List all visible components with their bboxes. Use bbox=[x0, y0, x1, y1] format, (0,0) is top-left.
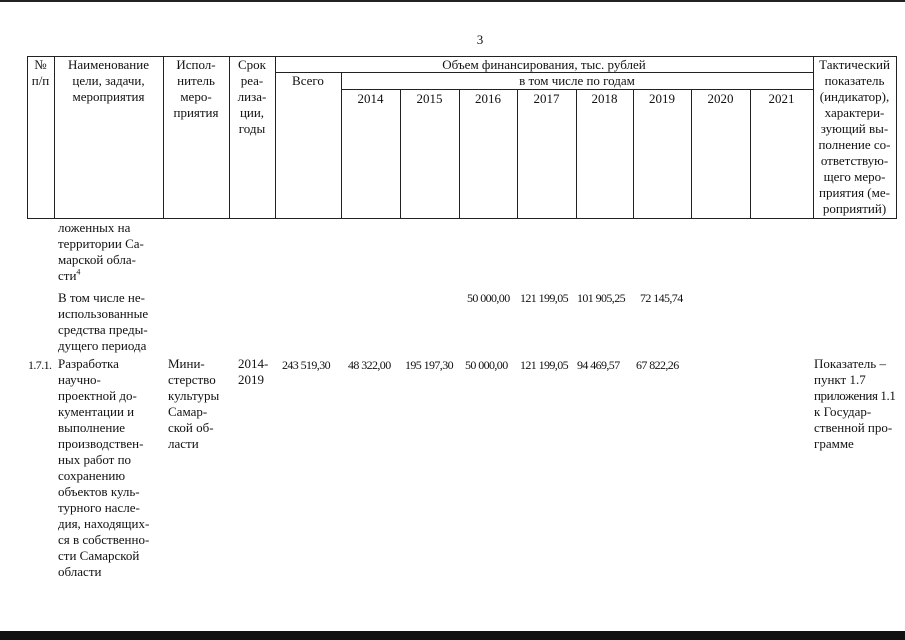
header-term: Срок реа- лиза- ции, годы bbox=[237, 57, 267, 136]
unused-funds-2017: 121 199,05 bbox=[520, 291, 569, 305]
item-name: Разработка научно- проектной до- кументации и выполнение производствен- ных работ по сохранению объектов куль- турного насле- дия, находящих- ся в собственно- сти Самарской области bbox=[58, 356, 150, 579]
page-number: 3 bbox=[476, 32, 484, 47]
item-2018: 94 469,57 bbox=[577, 358, 620, 372]
unused-funds-2016: 50 000,00 bbox=[467, 291, 510, 305]
unused-funds-2019: 72 145,74 bbox=[640, 291, 683, 305]
item-indicator: Показатель – пункт 1.7 приложения 1.1 к Государ- ственной про- грамме bbox=[814, 356, 896, 451]
item-total: 243 519,30 bbox=[282, 358, 331, 372]
item-2015: 195 197,30 bbox=[405, 358, 454, 372]
header-year-2020: 2020 bbox=[707, 91, 734, 106]
header-number: № п/п bbox=[31, 57, 50, 88]
bottom-rule bbox=[0, 631, 905, 640]
unused-funds-row-name: В том числе не- использованные средства преды- дущего периода bbox=[58, 290, 149, 353]
header-funding-title: Объем финансирования, тыс. рублей bbox=[442, 57, 646, 72]
item-2016: 50 000,00 bbox=[465, 358, 508, 372]
item-2017: 121 199,05 bbox=[520, 358, 569, 372]
header-name: Наименование цели, задачи, мероприятия bbox=[68, 57, 149, 104]
unused-funds-2018: 101 905,25 bbox=[577, 291, 626, 305]
top-rule bbox=[0, 0, 905, 2]
header-indicator: Тактический показатель (индикатор), характери- зующий вы- полнение со- ответствую- щего меро- приятия (ме- роприятий) bbox=[818, 57, 891, 216]
header-year-2021: 2021 bbox=[768, 91, 795, 106]
header-total: Всего bbox=[292, 73, 324, 88]
item-2019: 67 822,26 bbox=[636, 358, 679, 372]
header-year-2016: 2016 bbox=[475, 91, 501, 106]
footnote-mark: 4 bbox=[76, 267, 81, 277]
header-year-2018: 2018 bbox=[591, 91, 618, 106]
header-year-2017: 2017 bbox=[533, 91, 560, 106]
header-executor: Испол- нитель меро- приятия bbox=[173, 57, 219, 120]
item-executor: Мини- стерство культуры Самар- ской об- ласти bbox=[168, 356, 220, 451]
header-year-2019: 2019 bbox=[649, 91, 675, 106]
item-number: 1.7.1. bbox=[28, 358, 52, 372]
header-year-2014: 2014 bbox=[357, 91, 384, 106]
item-term: 2014- 2019 bbox=[238, 356, 269, 387]
header-by-years: в том числе по годам bbox=[519, 73, 635, 88]
header-year-2015: 2015 bbox=[416, 91, 443, 106]
continued-row-name: ложенных на территории Са- марской обла- сти$^4$ bbox=[58, 220, 144, 283]
item-2014: 48 322,00 bbox=[348, 358, 391, 372]
